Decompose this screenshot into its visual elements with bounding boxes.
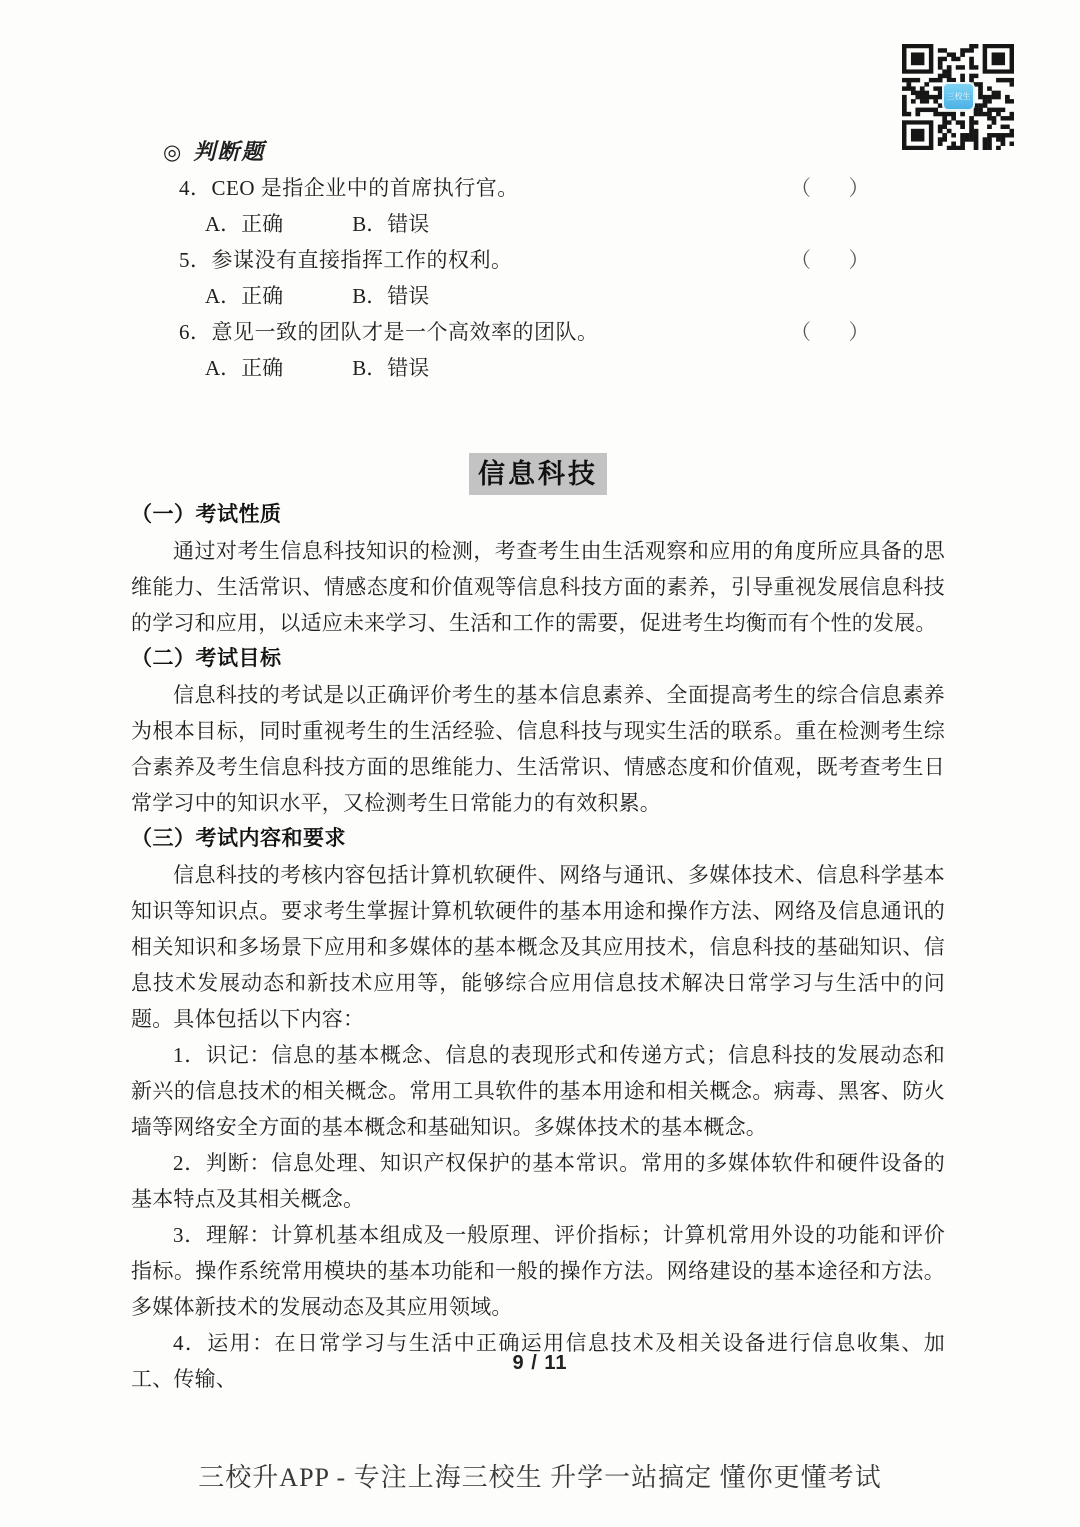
- section-paragraph-item-1: 1．识记：信息的基本概念、信息的表现形式和传递方式；信息科技的发展动态和新兴的信息技术的相关概念。常用工具软件的基本用途和相关概念。病毒、黑客、防火墙等网络安全方面的基本概念和基础知识。多媒体技术的基本概念。: [131, 1043, 945, 1139]
- section-exam-goal: [131, 641, 945, 821]
- section-paragraph: 通过对考生信息科技知识的检测，考查考生由生活观察和应用的角度所应具备的思维能力、生活常识、情感态度和价值观等信息科技方面的素养，引导重视发展信息科技的学习和应用，以适应未来学习、生活和工作的需要，促进考生均衡而有个性的发展。: [131, 539, 945, 635]
- question-text: 6．意见一致的团队才是一个高效率的团队。: [179, 320, 599, 344]
- section-paragraph-item-3: 3．理解：计算机基本组成及一般原理、评价指标；计算机常用外设的功能和评价指标。操作系统常用模块的基本功能和一般的操作方法。网络建设的基本途径和方法。多媒体新技术的发展动态及其应用领域。: [131, 1223, 945, 1319]
- option-a: A．正确: [205, 212, 284, 236]
- option-a: A．正确: [205, 356, 284, 380]
- section-exam-nature: [131, 497, 945, 641]
- qr-logo-text: 三校生: [946, 92, 971, 101]
- section-heading: （二）考试目标: [131, 647, 282, 670]
- question-options: [131, 278, 945, 314]
- syllabus-body: [131, 453, 945, 1397]
- option-b: B．错误: [352, 284, 430, 308]
- answer-brackets: [790, 314, 870, 350]
- bracket-close: ）: [848, 176, 870, 200]
- question-text: 5．参谋没有直接指挥工作的权利。: [179, 248, 513, 272]
- bracket-open: （: [790, 320, 812, 344]
- bracket-open: （: [790, 248, 812, 272]
- bracket-close: ）: [848, 320, 870, 344]
- question-row: [131, 314, 945, 350]
- judgment-section-heading: [131, 134, 945, 170]
- option-a: A．正确: [205, 284, 284, 308]
- section-exam-content: [131, 821, 945, 1397]
- section-heading: （一）考试性质: [131, 503, 282, 526]
- section-paragraph: 信息科技的考核内容包括计算机软硬件、网络与通讯、多媒体技术、信息科学基本知识等知识点。要求考生掌握计算机软硬件的基本用途和操作方法、网络及信息通讯的相关知识和多场景下应用和多媒体的基本概念及其应用技术，信息科技的基础知识、信息技术发展动态和新技术应用等，能够综合应用信息技术解决日常学习与生活中的问题。具体包括以下内容：: [131, 863, 945, 1031]
- question-row: [131, 170, 945, 206]
- page-number: 9 / 11: [512, 1352, 568, 1374]
- judgment-question-section: [131, 134, 945, 386]
- circled-dot-icon: ◎: [163, 140, 184, 164]
- question-options: [131, 350, 945, 386]
- answer-brackets: [790, 242, 870, 278]
- section-paragraph: 信息科技的考试是以正确评价考生的基本信息素养、全面提高考生的综合信息素养为根本目标，同时重视考生的生活经验、信息科技与现实生活的联系。重在检测考生综合素养及考生信息科技方面的思维能力、生活常识、情感态度和价值观，既考查考生日常学习中的知识水平，又检测考生日常能力的有效积累。: [131, 683, 945, 815]
- qr-logo: [942, 82, 975, 111]
- section-paragraph-item-4: 4．运用：在日常学习与生活中正确运用信息技术及相关设备进行信息收集、加工、传输、: [131, 1331, 945, 1391]
- question-options: [131, 206, 945, 242]
- subject-title-row: [131, 453, 945, 496]
- footer-slogan: 三校升APP - 专注上海三校生 升学一站搞定 懂你更懂考试: [198, 1463, 882, 1492]
- option-b: B．错误: [352, 212, 430, 236]
- bracket-close: ）: [848, 248, 870, 272]
- bracket-open: （: [790, 176, 812, 200]
- answer-brackets: [790, 170, 870, 206]
- question-row: [131, 242, 945, 278]
- section-paragraph-item-2: 2．判断：信息处理、知识产权保护的基本常识。常用的多媒体软件和硬件设备的基本特点及其相关概念。: [131, 1151, 945, 1211]
- judgment-heading-label: 判断题: [193, 139, 266, 164]
- section-heading: （三）考试内容和要求: [131, 827, 346, 850]
- question-text: 4．CEO 是指企业中的首席执行官。: [179, 176, 519, 200]
- subject-title: 信息科技: [469, 453, 607, 495]
- option-b: B．错误: [352, 356, 430, 380]
